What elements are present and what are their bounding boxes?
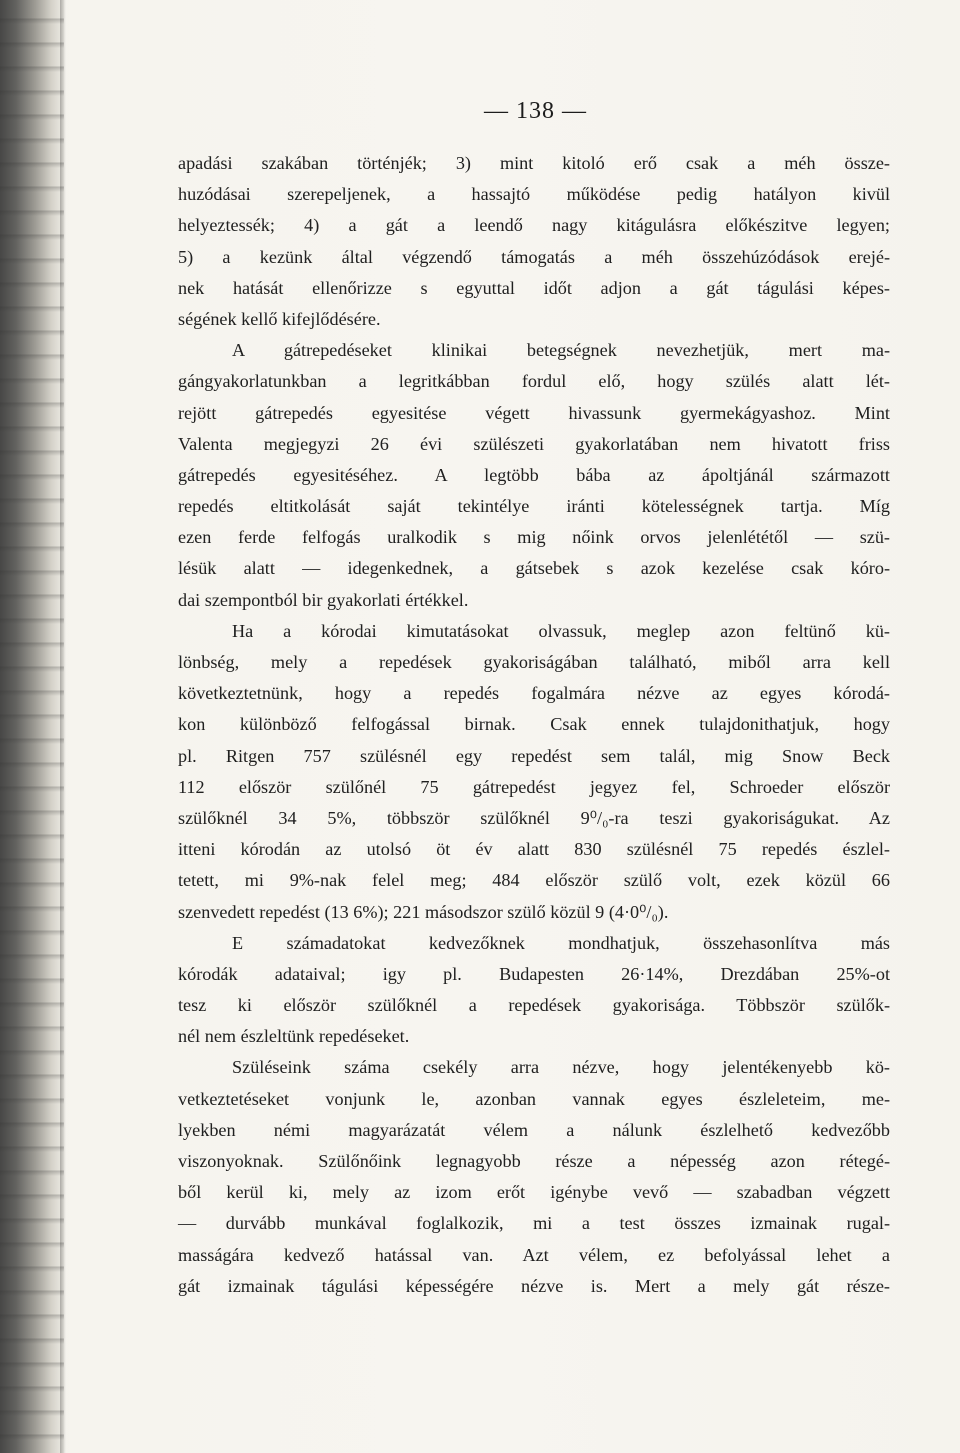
text-line: 5) a kezünk által végzendő támogatás a méh összehúzódások erejé- [178,246,890,267]
text-line: Szüléseink száma csekély arra nézve, hogy jelentékenyebb kö- [232,1057,890,1078]
text-line: pl. Ritgen 757 szülésnél egy repedést sem talál, mig Snow Beck [178,745,890,766]
text-line: gát izmainak tágulási képességére nézve is. Mert a mely gát része- [178,1275,890,1296]
text-line: itteni kórodán az utolsó öt év alatt 830 szülésnél 75 repedés észlel- [178,839,890,860]
text-line: 112 először szülőnél 75 gátrepedést jegyez fel, Schroeder először [178,776,890,797]
text-line: ezen ferde felfogás uralkodik s mig nőink orvos jelenlététől — szü- [178,527,890,548]
text-line: nek hatását ellenőrizze s egyuttal időt adjon a gát tágulási képes- [178,277,890,298]
text-line: gátrepedés egyesitéséhez. A legtöbb bába az ápoltjánál származott [178,464,890,485]
text-line: viszonyoknak. Szülőnőink legnagyobb része a népesség azon rétegé- [178,1151,890,1171]
text-line: A gátrepedéseket klinikai betegségnek nevezhetjük, mert ma- [232,340,890,361]
text-line: ségének kellő kifejlődésére. [178,308,381,329]
text-line: szülőknél 34 5%, többször szülőknél 9⁰/₀-ra teszi gyakoriságukat. Az [178,807,890,828]
text-line: lönbség, mely a repedések gyakoriságában található, miből arra kell [178,652,890,672]
text-line: szenvedett repedést (13 6%); 221 másodszor szülő közül 9 (4·0⁰/₀). [178,901,669,922]
text-line: huzódásai szerepeljenek, a hassajtó működése pedig hatályon kivül [178,184,890,205]
text-line: vetkeztetéseket vonjunk le, azonban vannak egyes észleleteim, me- [178,1088,890,1109]
text-line: Ha a kórodai kimutatásokat olvassuk, meglep azon feltünő kü- [232,620,890,641]
text-line: — durvább munkával foglalkozik, mi a test összes izmainak rugal- [178,1213,890,1234]
page-number: — 138 — [484,98,587,124]
text-line: tesz ki először szülőknél a repedések gyakorisága. Többször szülők- [178,995,890,1016]
text-line: kórodák adataival; igy pl. Budapesten 26·14%, Drezdában 25%-ot [178,963,890,984]
text-line: repedés eltitkolását saját tekintélye iránti kötelességnek tartja. Míg [178,496,890,517]
text-line: gángyakorlatunkban a legritkábban fordul elő, hogy szülés alatt lét- [178,371,890,392]
text-line: helyeztessék; 4) a gát a leendő nagy kitágulásra előkészitve legyen; [178,215,890,236]
text-line: dai szempontból bir gyakorlati értékkel. [178,589,469,610]
text-line: lésük alatt — idegenkednek, a gátsebek s azok kezelése csak kóro- [178,558,890,579]
body-text [178,148,890,1302]
text-line: apadási szakában történjék; 3) mint kitoló erő csak a méh össze- [178,153,890,173]
text-line: következtetnünk, hogy a repedés fogalmára nézve az egyes kórodá- [178,683,890,704]
text-line: rejött gátrepedés egyesitése végett hivassunk gyermekágyashoz. Mint [178,402,890,423]
text-line: masságára kedvező hatással van. Azt vélem, ez befolyással lehet a [178,1244,890,1265]
spine-edge [60,0,66,1453]
text-line: lyekben némi magyarázatát vélem a nálunk észlelhető kedvezőbb [178,1119,890,1140]
text-line: nél nem észleltünk repedéseket. [178,1026,410,1047]
text-line: tetett, mi 9%-nak felel meg; 484 először szülő volt, ezek közül 66 [178,870,890,891]
text-line: Valenta megjegyzi 26 évi szülészeti gyakorlatában nem hivatott friss [178,433,890,454]
book-spine-shadow [0,0,64,1453]
text-line: ből kerül ki, mely az izom erőt igénybe vevő — szabadban végzett [178,1182,890,1203]
text-line: E számadatokat kedvezőknek mondhatjuk, összehasonlítva más [232,932,890,953]
text-line: kon különböző felfogással birnak. Csak ennek tulajdonithatjuk, hogy [178,714,890,735]
